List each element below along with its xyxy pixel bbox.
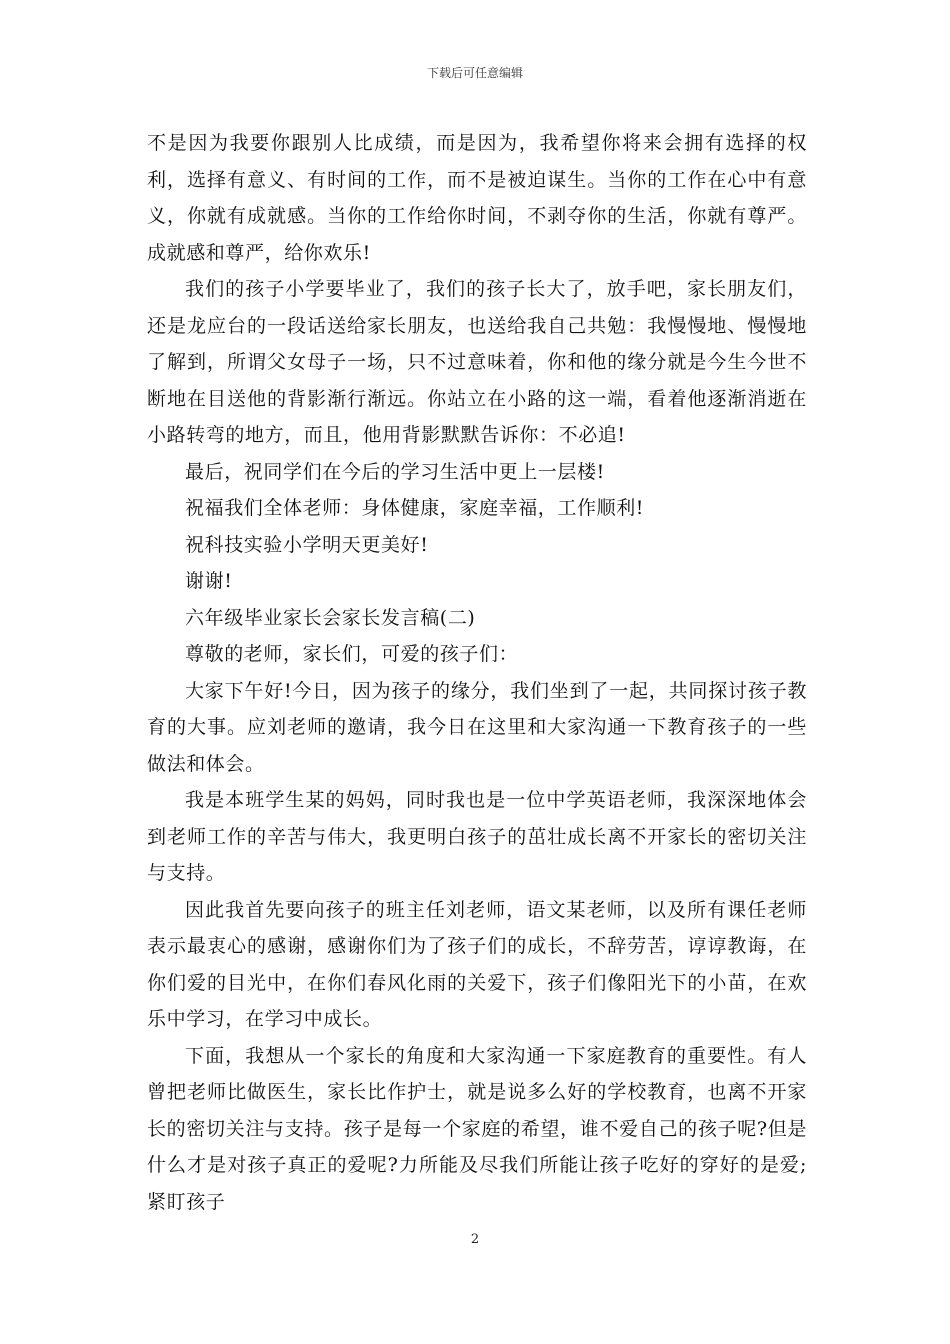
section-title: 六年级毕业家长会家长发言稿(二) xyxy=(185,606,476,629)
paragraph-farewell-quote: 我们的孩子小学要毕业了，我们的孩子长大了，放手吧，家长朋友们，还是龙应台的一段话送给家长朋友，也送给我自己共勉：我慢慢地、慢慢地了解到，所谓父女母子一场，只不过意味着，你和他的缘分就是今生今世不断地在目送他的背影渐行渐远。你站立在小路的这一端，看着他逐渐消逝在小路转弯的地方，而且，他用背影默默告诉你：不必追! xyxy=(147,278,807,446)
paragraph-salutation: 尊敬的老师，家长们，可爱的孩子们： xyxy=(185,643,519,665)
paragraph-continuation: 不是因为我要你跟别人比成绩，而是因为，我希望你将来会拥有选择的权利，选择有意义、有时间的工作，而不是被迫谋生。当你的工作在心中有意义，你就有成就感。当你的工作给你时间，不剥夺你的生活，你就有尊严。成就感和尊严，给你欢乐! xyxy=(147,132,807,264)
paragraph-greeting: 大家下午好!今日，因为孩子的缘分，我们坐到了一起，共同探讨孩子教育的大事。应刘老师的邀请，我今日在这里和大家沟通一下教育孩子的一些做法和体会。 xyxy=(147,679,807,775)
paragraph-wish-school: 祝科技实验小学明天更美好! xyxy=(185,533,429,556)
paragraph-family-education: 下面，我想从一个家长的角度和大家沟通一下家庭教育的重要性。有人曾把老师比做医生，家长比作护士，就是说多么好的学校教育，也离不开家长的密切关注与支持。孩子是每一个家庭的希望，谁不爱自己的孩子呢?但是什么才是对孩子真正的爱呢?力所能及尽我们所能让孩子吃好的穿好的是爱;紧盯孩子 xyxy=(147,1044,807,1213)
page-header: 下载后可任意编辑 xyxy=(426,66,523,80)
paragraph-wish-students: 最后，祝同学们在今后的学习生活中更上一层楼! xyxy=(185,460,605,483)
paragraph-gratitude: 因此我首先要向孩子的班主任刘老师，语文某老师，以及所有课任老师表示最衷心的感谢，感谢你们为了孩子们的成长，不辞劳苦，谆谆教诲，在你们爱的目光中，在你们春风化雨的关爱下，孩子们像阳光下的小苗，在欢乐中学习，在学习中成长。 xyxy=(147,898,807,1030)
page-number: 2 xyxy=(470,1232,480,1247)
paragraph-self-intro: 我是本班学生某的妈妈，同时我也是一位中学英语老师，我深深地体会到老师工作的辛苦与伟大，我更明白孩子的茁壮成长离不开家长的密切关注与支持。 xyxy=(147,789,807,884)
paragraph-wish-teachers: 祝福我们全体老师：身体健康，家庭幸福，工作顺利! xyxy=(185,497,645,519)
paragraph-thanks: 谢谢! xyxy=(185,570,233,592)
document-body xyxy=(147,125,807,1220)
